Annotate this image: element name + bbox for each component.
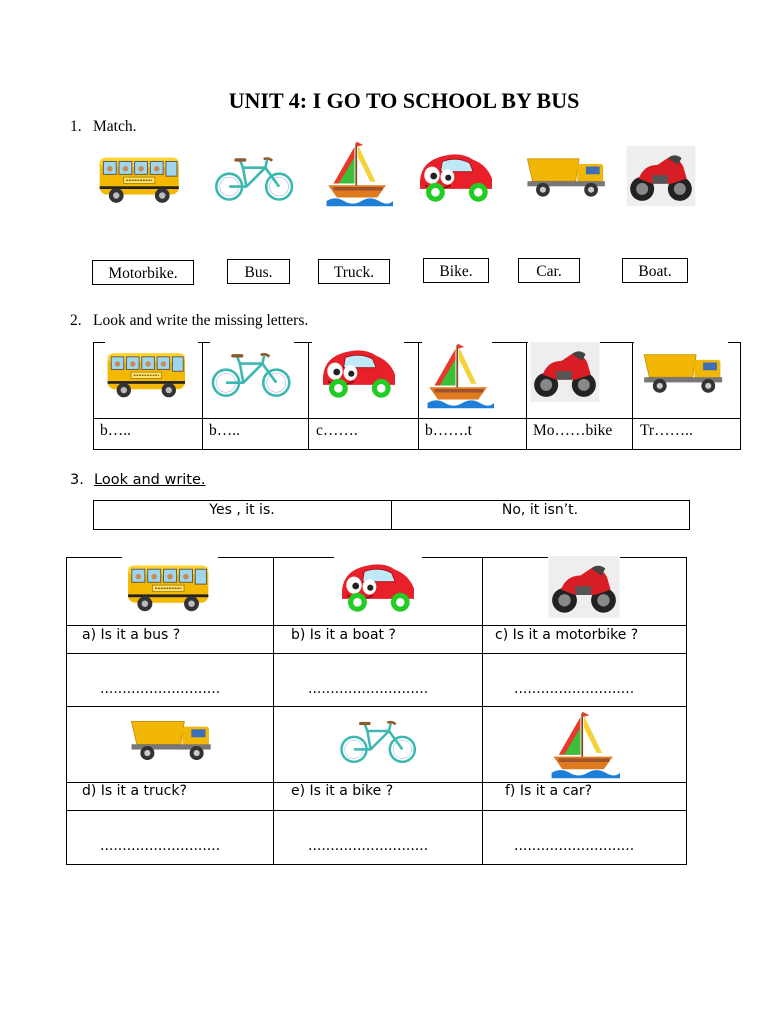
- motorbike-icon: [626, 146, 696, 206]
- blank-motorbike: Mo……bike: [533, 422, 613, 439]
- car-icon: [334, 556, 422, 616]
- answer-blank-a[interactable]: ...........................: [100, 681, 221, 697]
- question-b: b) Is it a boat ?: [291, 627, 396, 643]
- sailboat-icon: [424, 340, 494, 410]
- answer-blank-b[interactable]: ...........................: [308, 681, 429, 697]
- question-e: e) Is it a bike ?: [291, 783, 394, 799]
- question-d: d) Is it a truck?: [82, 783, 187, 799]
- sailboat-icon: [548, 708, 620, 780]
- blank-bike: b…..: [209, 422, 240, 439]
- car-icon: [412, 146, 500, 206]
- dump-truck-icon: [524, 150, 610, 202]
- sailboat-icon: [322, 138, 394, 208]
- car-icon: [316, 342, 402, 402]
- school-bus-icon: [96, 150, 188, 206]
- motorbike-icon: [548, 556, 620, 618]
- school-bus-icon: [124, 558, 218, 614]
- bicycle-icon: [212, 152, 298, 204]
- section-3-heading: Look and write.: [94, 472, 206, 488]
- word-box-motorbike: Motorbike.: [92, 260, 194, 285]
- section-3-number: 3.: [70, 472, 84, 488]
- question-f: f) Is it a car?: [505, 783, 593, 799]
- answer-blank-f[interactable]: ...........................: [514, 838, 635, 854]
- word-box-bike: Bike.: [423, 258, 489, 283]
- bicycle-icon: [208, 348, 296, 400]
- answer-blank-c[interactable]: ...........................: [514, 681, 635, 697]
- word-box-truck: Truck.: [318, 259, 390, 284]
- dump-truck-icon: [640, 346, 728, 398]
- section-1-number: 1.: [70, 118, 82, 135]
- bicycle-icon: [336, 716, 422, 766]
- question-c: c) Is it a motorbike ?: [495, 627, 639, 643]
- question-a: a) Is it a bus ?: [82, 627, 181, 643]
- blank-boat: b…….t: [425, 422, 472, 439]
- blank-car: c…….: [316, 422, 358, 439]
- section-2-heading: Look and write the missing letters.: [93, 312, 309, 329]
- word-box-boat: Boat.: [622, 258, 688, 283]
- dump-truck-icon: [128, 712, 216, 766]
- answer-yes: Yes , it is.: [209, 502, 275, 518]
- section-1-heading: Match.: [93, 118, 137, 135]
- blank-bus: b…..: [100, 422, 131, 439]
- answer-blank-d[interactable]: ...........................: [100, 838, 221, 854]
- section-2-number: 2.: [70, 312, 82, 329]
- blank-truck: Tr……..: [640, 422, 693, 439]
- school-bus-icon: [102, 346, 196, 400]
- answer-blank-e[interactable]: ...........................: [308, 838, 429, 854]
- answer-no: No, it isn’t.: [501, 502, 579, 518]
- word-box-bus: Bus.: [227, 259, 290, 284]
- word-box-car: Car.: [518, 258, 580, 283]
- page-title: UNIT 4: I GO TO SCHOOL BY BUS: [228, 88, 580, 113]
- motorbike-icon: [530, 342, 600, 402]
